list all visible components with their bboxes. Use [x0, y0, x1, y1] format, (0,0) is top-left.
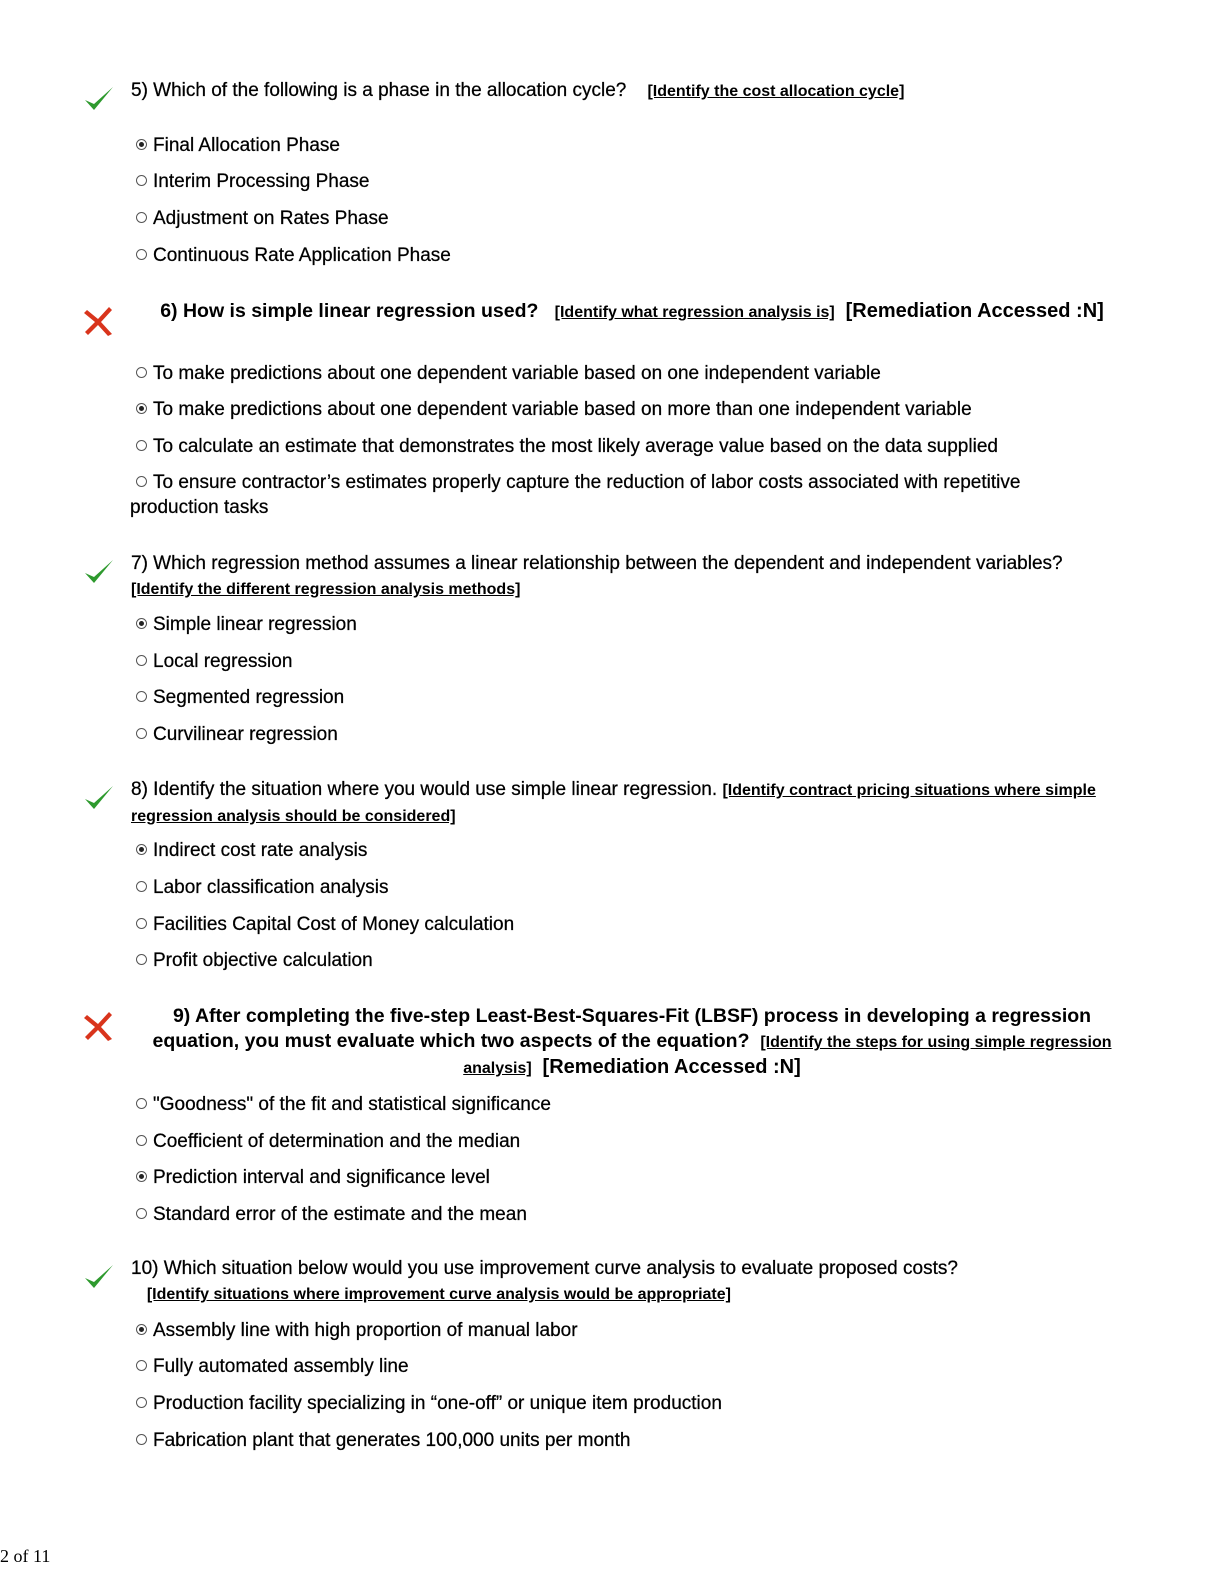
radio-icon[interactable]: [136, 1208, 147, 1219]
radio-icon[interactable]: [136, 1397, 147, 1408]
topic-link[interactable]: [Identify situations where improvement curve analysis would be appropriate]: [146, 1286, 731, 1303]
answer-option[interactable]: Fabrication plant that generates 100,000 units per month: [136, 1428, 630, 1453]
radio-selected-icon[interactable]: [136, 618, 147, 629]
remediation-status: [Remediation Accessed :N]: [845, 300, 1104, 322]
answer-option[interactable]: Facilities Capital Cost of Money calculation: [136, 912, 514, 937]
radio-icon[interactable]: [136, 1135, 147, 1146]
answer-option[interactable]: Segmented regression: [136, 685, 344, 710]
answer-option[interactable]: Profit objective calculation: [136, 948, 373, 973]
radio-icon[interactable]: [136, 1434, 147, 1445]
radio-icon[interactable]: [136, 249, 147, 260]
radio-icon[interactable]: [136, 212, 147, 223]
answer-option[interactable]: Fully automated assembly line: [136, 1354, 409, 1379]
topic-link[interactable]: [Identify the different regression analysis methods]: [131, 581, 521, 598]
answer-option[interactable]: Indirect cost rate analysis: [136, 838, 367, 863]
cross-icon: [82, 1009, 116, 1043]
topic-link[interactable]: [Identify contract pricing situations where simple regression analysis should be considered]: [131, 782, 1096, 825]
radio-icon[interactable]: [136, 655, 147, 666]
radio-icon[interactable]: [136, 440, 147, 451]
radio-icon[interactable]: [136, 691, 147, 702]
radio-icon[interactable]: [136, 476, 147, 487]
checkmark-icon: [82, 781, 116, 815]
page-number: 2 of 11: [0, 1546, 51, 1566]
answer-option[interactable]: To ensure contractor’s estimates properly capture the reduction of labor costs associated with repetitive production tasks: [130, 472, 1021, 518]
answer-option[interactable]: Assembly line with high proportion of manual labor: [136, 1318, 578, 1343]
answer-option[interactable]: Continuous Rate Application Phase: [136, 243, 451, 268]
checkmark-icon: [82, 555, 116, 589]
answer-option[interactable]: Interim Processing Phase: [136, 169, 370, 194]
answer-option[interactable]: To make predictions about one dependent variable based on more than one independent variable: [136, 397, 972, 422]
radio-icon[interactable]: [136, 367, 147, 378]
answer-option[interactable]: "Goodness" of the fit and statistical significance: [136, 1092, 551, 1117]
answer-option[interactable]: Labor classification analysis: [136, 875, 389, 900]
question-text: 6) How is simple linear regression used? [Identify what regression analysis is] [Remediation Accessed :N]: [160, 300, 1104, 322]
radio-icon[interactable]: [136, 954, 147, 965]
answer-option[interactable]: Simple linear regression: [136, 612, 357, 637]
remediation-status: [Remediation Accessed :N]: [542, 1056, 801, 1078]
topic-link[interactable]: [Identify the cost allocation cycle]: [647, 83, 905, 100]
answer-option[interactable]: To calculate an estimate that demonstrates the most likely average value based on the data supplied: [136, 434, 998, 459]
answer-option[interactable]: Coefficient of determination and the median: [136, 1129, 520, 1154]
radio-selected-icon[interactable]: [136, 1324, 147, 1335]
answer-option[interactable]: Prediction interval and significance level: [136, 1165, 490, 1190]
answer-option[interactable]: Standard error of the estimate and the mean: [136, 1202, 527, 1227]
radio-icon[interactable]: [136, 728, 147, 739]
cross-icon: [82, 304, 116, 338]
radio-selected-icon[interactable]: [136, 139, 147, 150]
answer-option[interactable]: Curvilinear regression: [136, 722, 338, 747]
question-text: 8) Identify the situation where you would use simple linear regression. [Identify contract pricing situations where simple regression analysis should be considered]: [131, 779, 1096, 825]
answer-option[interactable]: To make predictions about one dependent variable based on one independent variable: [136, 361, 881, 386]
radio-icon[interactable]: [136, 1098, 147, 1109]
checkmark-icon: [82, 1260, 116, 1294]
radio-icon[interactable]: [136, 175, 147, 186]
question-text: 10) Which situation below would you use improvement curve analysis to evaluate proposed costs? [Identify situations where improvement curve analysis would be appropriate]: [131, 1258, 958, 1303]
answer-option[interactable]: Production facility specializing in “one-off” or unique item production: [136, 1391, 722, 1416]
radio-icon[interactable]: [136, 881, 147, 892]
answer-option[interactable]: Local regression: [136, 649, 292, 674]
checkmark-icon: [82, 82, 116, 116]
radio-selected-icon[interactable]: [136, 1171, 147, 1182]
radio-selected-icon[interactable]: [136, 403, 147, 414]
topic-link[interactable]: [Identify the steps for using simple regression analysis]: [463, 1034, 1112, 1077]
question-text: 7) Which regression method assumes a linear relationship between the dependent and independent variables? [Identify the different regression analysis methods]: [131, 553, 1063, 598]
question-text: 5) Which of the following is a phase in the allocation cycle? [Identify the cost allocation cycle]: [131, 80, 905, 101]
answer-option[interactable]: Final Allocation Phase: [136, 133, 340, 158]
radio-icon[interactable]: [136, 1360, 147, 1371]
answer-option[interactable]: Adjustment on Rates Phase: [136, 206, 389, 231]
topic-link[interactable]: [Identify what regression analysis is]: [554, 304, 835, 321]
radio-selected-icon[interactable]: [136, 844, 147, 855]
radio-icon[interactable]: [136, 918, 147, 929]
question-text: 9) After completing the five-step Least-Best-Squares-Fit (LBSF) process in developing a regression equation, you must evaluate which two aspects of the equation? [Identify the steps for using simple regression analysis] [Remediation Accessed :N]: [152, 1005, 1112, 1078]
